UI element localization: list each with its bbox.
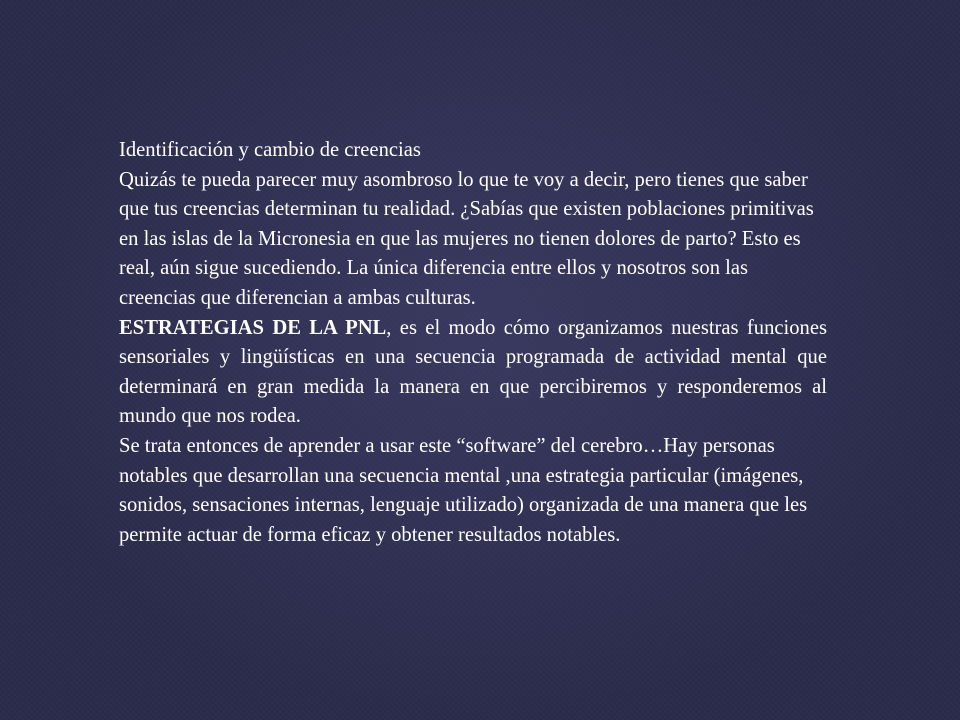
paragraph-beliefs: Quizás te pueda parecer muy asombroso lo que te voy a decir, pero tienes que saber que tus creencias determinan tu realidad. ¿Sabías que existen poblaciones primitivas en las islas de la Micronesia en que las mujeres no tienen dolores de parto? Esto es real, aún sigue sucediendo. La única diferencia entre ellos y nosotros son las creencias que diferencian a ambas culturas.: [119, 168, 814, 309]
strategies-heading: ESTRATEGIAS DE LA PNL: [119, 316, 387, 339]
slide-title: Identificación y cambio de creencias: [119, 139, 421, 161]
paragraph-strategies: [119, 314, 827, 432]
paragraph-software: Se trata entonces de aprender a usar este “software” del cerebro…Hay personas notables que desarrollan una secuencia mental ,una estrategia particular (imágenes, sonidos, sensaciones internas, lenguaje utilizado) organizada de una manera que les permite actuar de forma eficaz y obtener resultados notables.: [119, 434, 808, 546]
slide-text-block: [119, 136, 827, 550]
strategies-text: , es el modo cómo organizamos nuestras funciones sensoriales y lingüísticas en una secuencia programada de actividad mental que determinará en gran medida la manera en que percibiremos y responderemos al mundo que nos rodea.: [119, 316, 827, 428]
